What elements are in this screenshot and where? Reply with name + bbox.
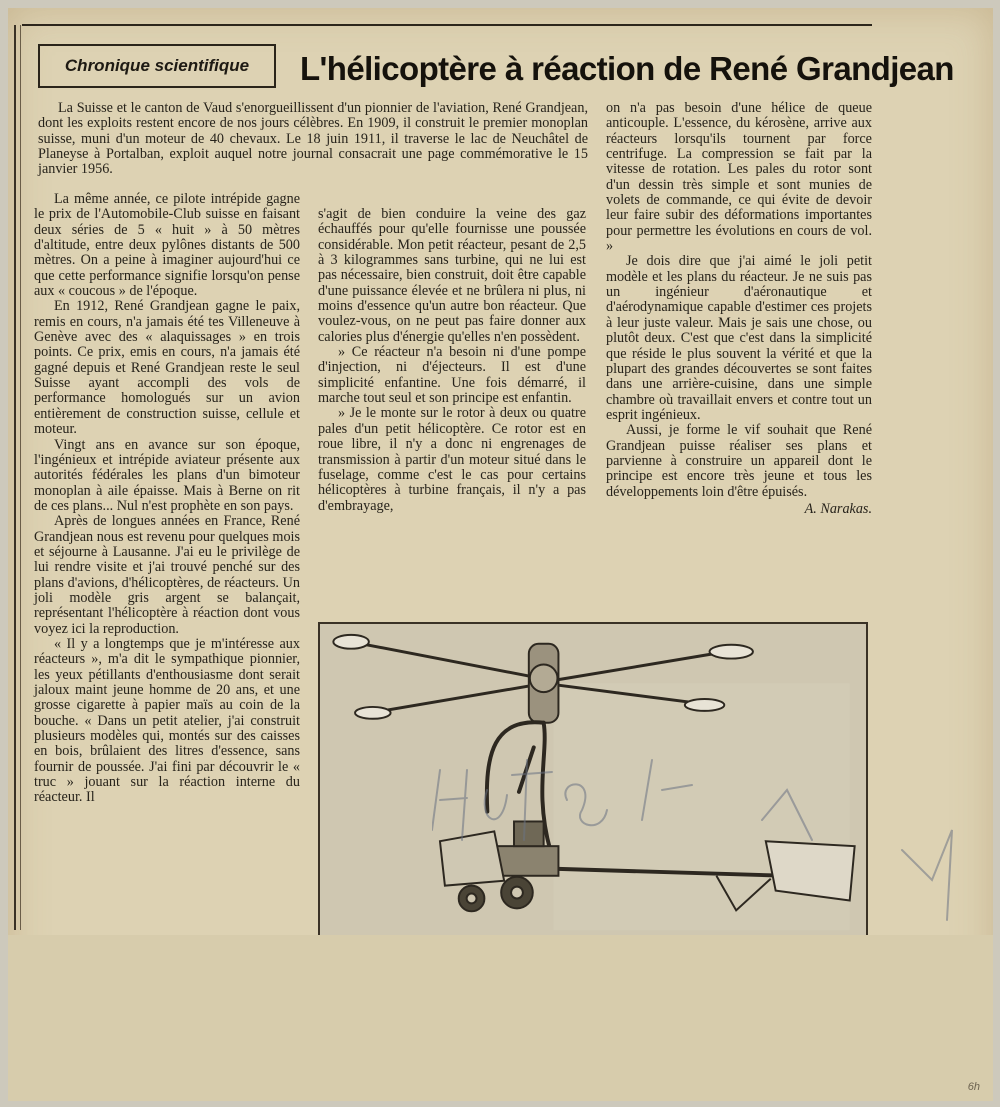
paragraph: » Ce réacteur n'a besoin ni d'une pompe d'injection, ni d'éjecteurs. Il est d'une simplicité enfantine. Une fois démarré, il marche tout seul et son principe est enfantin.: [318, 344, 586, 407]
column-2: [318, 207, 586, 514]
top-rule: [22, 24, 872, 26]
margin-rule: [14, 25, 16, 930]
column-1: [34, 192, 300, 806]
paragraph: Vingt ans en avance sur son époque, l'ingénieux et intrépide aviateur présente aux autorités fédérales les plans d'un bimoteur monoplan à aile épaisse. Mais à Berne on rit de ces plans... Nul n'est prophète en son pays.: [34, 436, 300, 514]
clipping-bottom-margin: [8, 935, 993, 1101]
paragraph: Je dois dire que j'ai aimé le joli petit modèle et les plans du réacteur. Je ne suis pas un ingénieur d'aéronautique et d'aérodynamique capable d'estimer ces projets à leur juste valeur. Mais je sais une chose, ou plutôt deux. C'est que c'est dans la simplicité que réside le plus souvent la vérité et que la plupart des grandes découvertes se sont faites dans une arrière-cuisine, dans une simple chambre où travaillait envers et contre tout un esprit ingénieux.: [606, 253, 872, 423]
helicopter-photo: [318, 622, 868, 938]
author-signature: A. Narakas.: [804, 500, 872, 517]
archive-mark: 6h: [967, 1081, 980, 1093]
paragraph: En 1912, René Grandjean gagne le paix, remis en cours, n'a jamais été tes Villeneuve à Genève avec des « alaquissages » en trois points. Ce prix, emis en cours, n'a jamais été gagné depuis et René Grandjean reste le seul Suisse ayant accompli des vols de performance homologués sur un avion entièrement de construction suisse, cellule et moteur.: [34, 298, 300, 438]
helicopter-model-drawing: [320, 624, 866, 936]
paragraph: Aussi, je forme le vif souhait que René Grandjean puisse réaliser ses plans et parvienne à construire un appareil dont le principe est encore très jeune et tous les développements loin d'être épuisés.: [606, 422, 872, 500]
paragraph: Après de longues années en France, René Grandjean nous est revenu pour quelques mois et séjourne à Lausanne. J'ai eu le privilège de lui rendre visite et j'ai trouvé penché sur des plans d'avions, d'hélicoptères, de réacteurs. Un joli modèle gris argent se balançait, représentant l'hélicoptère à réaction dont vous voyez ici la reproduction.: [34, 513, 300, 637]
paragraph: s'agit de bien conduire la veine des gaz échauffés pour qu'elle fournisse une poussée considérable. Mon petit réacteur, pesant de 2,5 à 3 kilogrammes sans turbine, qui ne lui est pas nécessaire, bien construit, doit être capable d'une puissance élevée et ne brûlera ni plus, ni moins d'essence qu'un autre bon réacteur. Que voulez-vous, on ne peut pas faire donner aux calories plus d'énergie qu'elles n'en possèdent.: [318, 206, 586, 345]
paragraph: « Il y a longtemps que je m'intéresse aux réacteurs », m'a dit le sympathique pionnier, les yeux pétillants d'enthousiasme dont serait jaloux maint jeune homme de 20 ans, et une grosse cigarette à papier maïs au coin de la bouche. « Dans un petit atelier, j'ai construit plusieurs modèles qui, montés sur des caisses en bois, brûlaient des litres d'essence, sans fournir de poussée. J'ai fini par découvrir le « truc » jouant sur la réaction interne du réacteur. Il: [34, 635, 300, 806]
paragraph: » Je le monte sur le rotor à deux ou quatre pales d'un petit hélicoptère. Ce rotor est en roue libre, il n'y a donc ni engrenages de transmission à partir d'un moteur situé dans le fuselage, comme c'est le cas pour certains hélicoptères à turbine français, il n'y a pas d'embrayage,: [318, 405, 586, 514]
paragraph: on n'a pas besoin d'une hélice de queue anticouple. L'essence, du kérosène, arrive aux réacteurs lorsqu'ils tournent par force centrifuge. La compression se fait par la vitesse de rotation. Les pales du rotor sont d'un dessin très simple et sont munies de volets de commande, ce qui évite de devoir leur faire subir des déformations importantes pour permettre les évolutions en cours de vol. »: [606, 100, 872, 255]
article-title: L'hélicoptère à réaction de René Grandjean: [300, 50, 954, 87]
column-3: [606, 101, 872, 517]
paragraph: La même année, ce pilote intrépide gagne le prix de l'Automobile-Club suisse en faisant deux séries de 5 « huit » à 50 mètres d'altitude, entre deux pylônes distants de 500 mètres. On a peine à imaginer aujourd'hui ce que cette performance signifie lorsqu'on pense aux « coucous » de l'époque.: [34, 191, 300, 300]
intro-paragraph: La Suisse et le canton de Vaud s'enorgueillissent d'un pionnier de l'aviation, René Grandjean, dont les exploits restent encore de nos jours célèbres. En 1909, il construit le premier monoplan suisse, muni d'un moteur de 40 chevaux. Le 18 juin 1911, il traverse le lac de Neuchâtel de Planeyse à Portalban, exploit auquel notre journal consacrait une page commémorative le 15 janvier 1956.: [38, 100, 588, 178]
article-intro: [38, 101, 588, 178]
margin-rule-inner: [20, 25, 21, 930]
rubric-box: Chronique scientifique: [38, 44, 276, 88]
